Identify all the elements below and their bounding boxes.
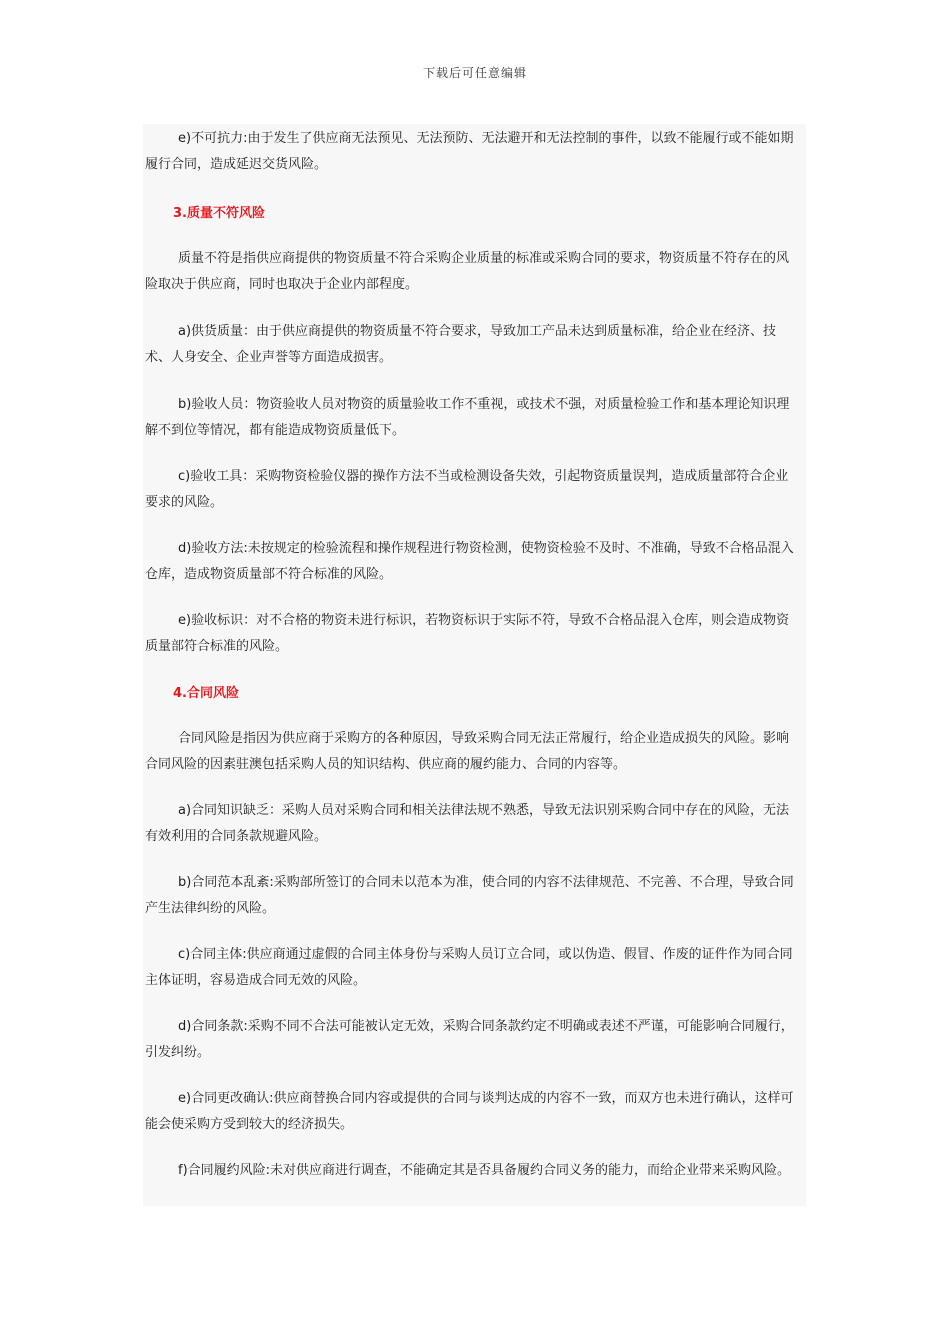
paragraph-contract-template: b)合同范本乱紊:采购部所签订的合同未以范本为准，使合同的内容不法律规范、不完善、不合理，导致合同产生法律纠纷的风险。 [145, 875, 794, 916]
page-header: 下载后可任意编辑 [422, 66, 527, 80]
section-heading-contract-risk: 4.合同风险 [173, 686, 239, 701]
paragraph-contract-change: e)合同更改确认:供应商替换合同内容或提供的合同与谈判达成的内容不一致，而双方也未进行确认，这样可能会使采购方受到较大的经济损失。 [145, 1091, 794, 1132]
paragraph-contract-terms: d)合同条款:采购不同不合法可能被认定无效，采购合同条款约定不明确或表述不严谨，可能影响合同履行，引发纠纷。 [145, 1019, 794, 1060]
paragraph-inspection-marking: e)验收标识：对不合格的物资未进行标识，若物资标识于实际不符，导致不合格品混入仓库，则会造成物资质量部符合标准的风险。 [145, 613, 790, 654]
paragraph-contract-party: c)合同主体:供应商通过虚假的合同主体身份与采购人员订立合同，或以伪造、假冒、作废的证件作为同合同主体证明，容易造成合同无效的风险。 [145, 947, 793, 988]
paragraph-contract-intro: 合同风险是指因为供应商于采购方的各种原因，导致采购合同无法正常履行，给企业造成损失的风险。影响合同风险的因素驻澳包括采购人员的知识结构、供应商的履约能力、合同的内容等。 [145, 731, 790, 772]
paragraph-inspection-staff: b)验收人员：物资验收人员对物资的质量验收工作不重视，或技术不强，对质量检验工作和基本理论知识理解不到位等情况，都有能造成物资质量低下。 [145, 397, 790, 438]
paragraph-contract-performance: f)合同履约风险:未对供应商进行调查，不能确定其是否具备履约合同义务的能力，而给企业带来采购风险。 [178, 1163, 791, 1178]
content-panel [143, 124, 806, 1206]
paragraph-force-majeure: e)不可抗力:由于发生了供应商无法预见、无法预防、无法避开和无法控制的事件，以致不能履行或不能如期履行合同，造成延迟交货风险。 [145, 131, 794, 172]
paragraph-inspection-method: d)验收方法:未按规定的检验流程和操作规程进行物资检测，使物资检验不及时、不准确，导致不合格品混入仓库，造成物资质量部不符合标准的风险。 [145, 541, 794, 582]
paragraph-supply-quality: a)供货质量：由于供应商提供的物资质量不符合要求，导致加工产品未达到质量标准，给企业在经济、技术、人身安全、企业声誉等方面造成损害。 [145, 324, 777, 365]
section-heading-quality-risk: 3.质量不符风险 [173, 206, 265, 221]
paragraph-contract-knowledge: a)合同知识缺乏：采购人员对采购合同和相关法律法规不熟悉，导致无法识别采购合同中存在的风险，无法有效利用的合同条款规避风险。 [145, 803, 790, 844]
paragraph-quality-intro: 质量不符是指供应商提供的物资质量不符合采购企业质量的标准或采购合同的要求，物资质量不符存在的风险取决于供应商，同时也取决于企业内部程度。 [145, 251, 790, 292]
paragraph-inspection-tools: c)验收工具：采购物资检验仪器的操作方法不当或检测设备失效，引起物资质量误判，造成质量部符合企业要求的风险。 [145, 469, 789, 510]
